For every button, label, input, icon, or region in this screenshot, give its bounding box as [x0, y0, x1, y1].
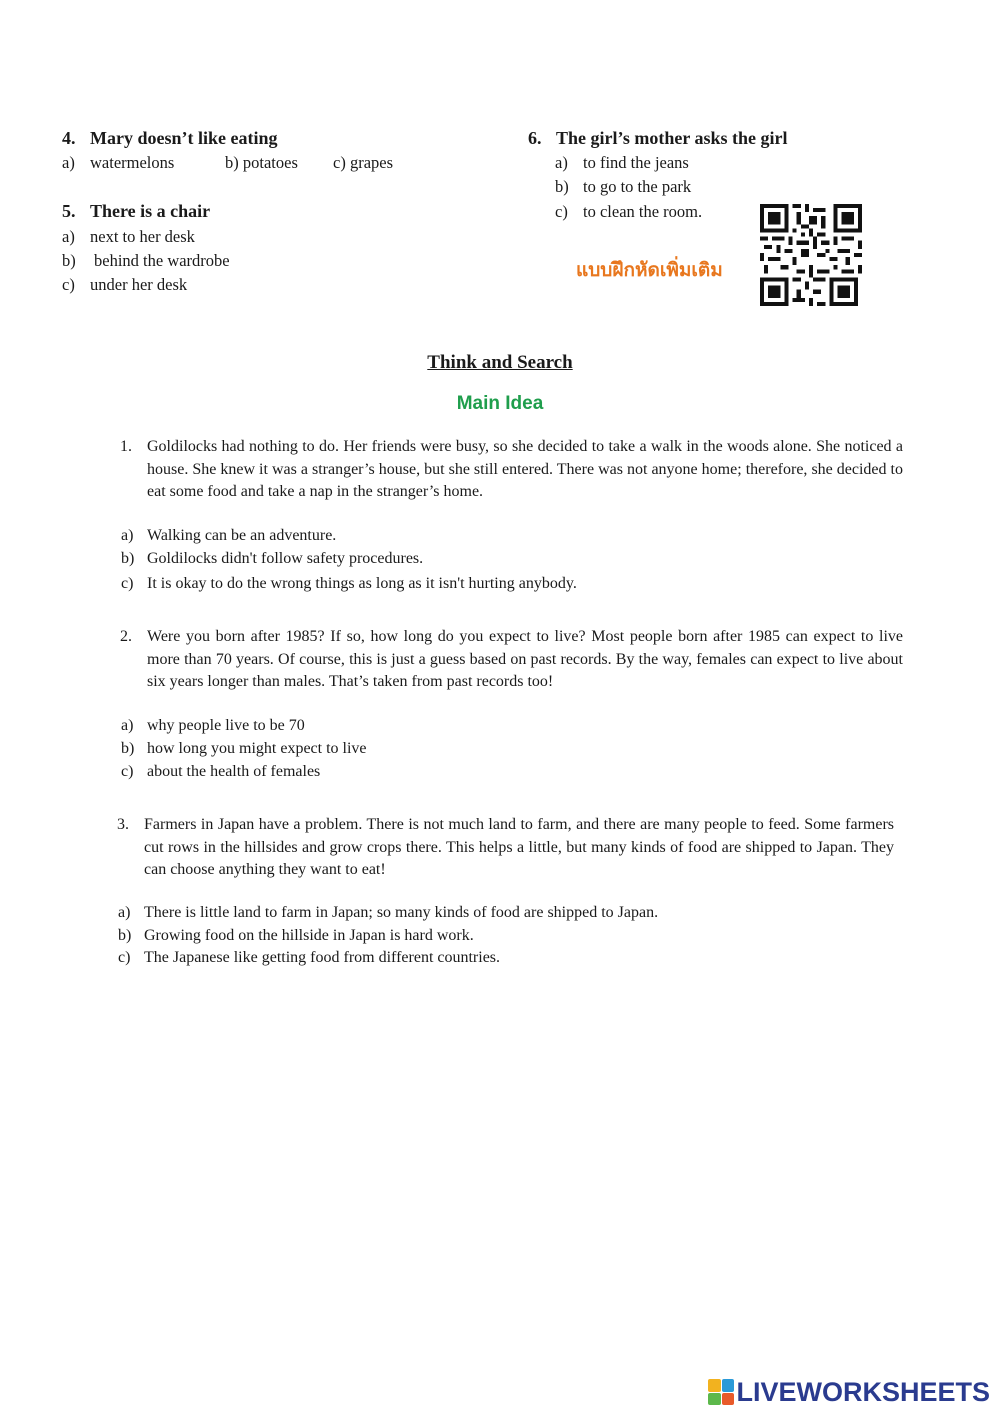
- liveworksheets-logo[interactable]: [708, 1375, 990, 1409]
- q4-number: 4.: [62, 128, 76, 148]
- q6-option-b[interactable]: [555, 177, 691, 197]
- q5-question: There is a chair: [90, 201, 211, 221]
- option-label: a): [62, 153, 75, 172]
- p1-option-c[interactable]: [121, 575, 577, 593]
- q5-option-c[interactable]: [62, 275, 187, 295]
- option-label: c): [62, 275, 75, 294]
- passage-number: 3.: [117, 816, 129, 833]
- q6-option-a[interactable]: [555, 153, 689, 173]
- q4-heading: [62, 128, 277, 149]
- option-text: watermelons: [90, 153, 175, 172]
- q4-option-c[interactable]: [333, 153, 393, 173]
- section-title: Think and Search: [427, 352, 573, 373]
- option-label: a): [121, 527, 134, 544]
- brand-name: LIVEWORKSHEETS: [736, 1376, 990, 1407]
- q4-option-b[interactable]: [225, 153, 298, 173]
- q6-question: The girl’s mother asks the girl: [556, 128, 788, 148]
- q6-heading: [528, 128, 788, 149]
- option-label: b): [118, 927, 132, 944]
- option-text: It is okay to do the wrong things as long as it isn't hurting anybody.: [147, 575, 577, 592]
- option-text: how long you might expect to live: [147, 740, 367, 757]
- p3-option-b[interactable]: [118, 927, 474, 945]
- p1-option-a[interactable]: [121, 527, 336, 545]
- q5-option-b[interactable]: [62, 251, 230, 271]
- passage-3: [117, 814, 894, 882]
- option-label: c): [121, 763, 134, 780]
- option-label: c): [121, 575, 134, 592]
- passage-text: Were you born after 1985? If so, how long do you expect to live? Most people born after 1985 can expect to live more than 70 years. Of course, this is just a guess based on past records. By the way, females can expect to live about six years longer than males. That’s taken from past records too!: [147, 628, 903, 690]
- option-text: behind the wardrobe: [94, 251, 230, 270]
- p2-option-c[interactable]: [121, 763, 320, 781]
- option-text: There is little land to farm in Japan; so many kinds of food are shipped to Japan.: [144, 904, 659, 921]
- option-text: about the health of females: [147, 763, 321, 780]
- option-label: a): [555, 153, 568, 172]
- p2-option-a[interactable]: [121, 717, 305, 735]
- option-label: b): [555, 177, 569, 196]
- option-text: to go to the park: [583, 177, 692, 196]
- option-text: Walking can be an adventure.: [147, 527, 337, 544]
- option-text: under her desk: [90, 275, 188, 294]
- passage-1: [120, 436, 903, 504]
- option-label: b): [121, 740, 135, 757]
- option-label: c): [555, 202, 568, 221]
- option-label: c): [118, 949, 131, 966]
- p3-option-c[interactable]: [118, 949, 500, 967]
- q5-heading: [62, 201, 210, 222]
- passage-number: 1.: [120, 438, 132, 455]
- q4-option-a[interactable]: [62, 153, 174, 173]
- option-text: why people live to be 70: [147, 717, 305, 734]
- q6-number: 6.: [528, 128, 542, 148]
- option-label: a): [121, 717, 134, 734]
- p1-option-b[interactable]: [121, 550, 423, 568]
- passage-number: 2.: [120, 628, 132, 645]
- option-label: a): [118, 904, 131, 921]
- q4-question: Mary doesn’t like eating: [90, 128, 278, 148]
- q5-number: 5.: [62, 201, 76, 221]
- option-label: b): [121, 550, 135, 567]
- passage-text: Goldilocks had nothing to do. Her friends were busy, so she decided to take a walk in the woods alone. She noticed a house. She knew it was a stranger’s house, but she still entered. There was not anyone home; therefore, she decided to eat some food and take a nap in the stranger’s home.: [147, 438, 903, 500]
- option-label: c): [333, 153, 346, 172]
- passage-text: Farmers in Japan have a problem. There is not much land to farm, and there are many people to feed. Some farmers cut rows in the hillsides and grow crops there. This helps a little, but many kinds of food are shipped to Japan. They can choose anything they want to eat!: [144, 816, 894, 878]
- option-text: grapes: [349, 153, 394, 172]
- option-text: The Japanese like getting food from different countries.: [144, 949, 501, 966]
- section-subtitle: Main Idea: [456, 393, 544, 414]
- q6-option-c[interactable]: [555, 202, 702, 222]
- p2-option-b[interactable]: [121, 740, 367, 758]
- option-label: a): [62, 227, 75, 246]
- liveworksheets-logo-icon: [708, 1379, 734, 1405]
- option-label: b): [225, 153, 239, 172]
- option-text: potatoes: [242, 153, 298, 172]
- q5-option-a[interactable]: [62, 227, 195, 247]
- option-text: to clean the room.: [583, 202, 703, 221]
- passage-2: [120, 626, 903, 694]
- option-text: next to her desk: [90, 227, 195, 246]
- option-label: b): [62, 251, 76, 270]
- extra-practice-label: แบบฝึกหัดเพิ่มเติม: [576, 259, 723, 281]
- qr-code-icon[interactable]: [760, 204, 862, 306]
- option-text: Growing food on the hillside in Japan is hard work.: [144, 927, 474, 944]
- option-text: Goldilocks didn't follow safety procedures.: [147, 550, 424, 567]
- p3-option-a[interactable]: [118, 904, 658, 922]
- option-text: to find the jeans: [583, 153, 689, 172]
